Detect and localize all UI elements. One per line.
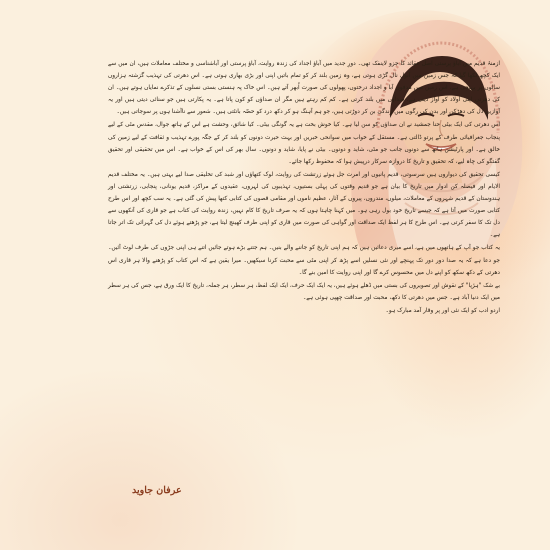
author-signature: عرفان جاوید	[132, 485, 182, 496]
paragraph-5: بے شک "ہرٔپا" کے نقوش اور تصویروں کی بستی میں ڈھلے ہوئے ہیں، یہ ایک ایک حرف، ایک ایک لفظ، ہر سطر، ہر جملہ، تاریخ کا ایک ورق ہے، جس کی ہر سطر میں ایک دنیا آباد ہے۔ جس میں دھرتی کا دکھ، محبت اور صداقت چھپی ہوئی ہے۔	[108, 282, 500, 301]
article-text	[108, 58, 500, 318]
paragraph-3: کیسی تحقیق کی دیواروں ہیں سرسوتی، قدیم پانیوں اور امرت جل ہوئے زرتشت کی روایت، لوک کتھاؤں اور شبد کی تخلیقی صدا لیے بہتی ہیں۔ یہ مختلف قدیم الایام اور فیصلہ کن ادوار میں تاریخ کا بیان ہے جو قدیم وقتوں کی پہلی بستیوں، تہذیبوں کی لہروں، عقیدوں کے مراکز، قدیم یونانی، پنجابی، زرتشتی اور ہندوستان کے قدیم شہروں کے معاملات، میلوں، مندروں، پیروں کے آثار، عظیم ناموں اور مقامی قصوں کی کتابی کتھا پیش کی گئی ہے۔ یہ سب کچھ اور اس طرح کتابی صورت میں آتا ہے کہ جیسے تاریخ خود بول رہی ہو۔ میں کہنا چاہتا ہوں کہ یہ صرف تاریخ کا کام نہیں، زندہ روایت کی کتاب ہے جو قاری کی آنکھوں سے دل تک کا سفر کرتی ہے۔ اس طرح کا ہر لفظ ایک صداقت اور گواہی کی صورت میں قاری کو اپنی طرف کھینچ لیتا ہے، جو پڑھتے ہوئے دل کی گہرائی تک اتر جاتا ہے۔	[108, 171, 500, 239]
paragraph-2: اس دھرتی کی ایک بیٹی حنا جمشید نے ان صداؤں کو سن لیا ہے۔ کیا خوش بخت ہے یہ گونگی بیٹی۔ کیا شائق، وحشت ہے اس کے ہاتھ جوال، مقدس مٹی کے لیے پنجاب جغرافیائی طرف کے پرتو ڈالتی ہے۔ مستقل کے خواب میں سوانحی خبریں اور بہت حیرت دونوں کو بلند کر کے جگہ پورے تہذیب و ثقافت کے لیے زمین کی خالق ہے۔ اور پارٹیشن ہاتھ سے دونوں جانب جو مٹی، شاید و دونوں۔ بیٹی نے پایا، شاید و دونوں۔ سال بھر کی اس کے خواب ہے۔ اس میں تحقیقی اور تحقیق گفتگو کی چاہ لیے، کہ تحقیق و تاریخ کا دروازہ سرکار درپیش ہوا کہ محفوظ رکھا جائے۔	[108, 122, 500, 165]
paragraph-4: یہ کتاب جو آپ کے ہاتھوں میں ہے، اسے میری دعائیں ہیں کہ ہم اپنی تاریخ کو جاننے والے بنیں۔ ہم جتنے بڑے ہوتے جائیں اتنے ہی اپنی جڑوں کی طرف لوٹ آئیں۔ جو دعا ہے کہ یہ صدا دور دور تک پہنچے اور نئی نسلیں اسے پڑھ کر اپنی مٹی سے محبت کرنا سیکھیں۔ میرا یقین ہے کہ اس کتاب کو پڑھنے والا ہر قاری اس دھرتی کے دکھ سکھ کو اپنے دل میں محسوس کرے گا اور اپنی روایت کا امین بنے گا۔	[108, 245, 500, 276]
paragraph-1: ازمنۂ قدیم میں آباؤ پرستی اصل عقائد کا جزو لاینفک تھی۔ دورِ جدید میں آباؤ اجداد کی زندہ روایت، آباؤ پرستی اور آباشناسی و مختلف معاملات ہیں، ان میں سے ایک کچھ لکھا گیا کہ جس زمین میں آنول نال گڑی ہوتی ہے، وہ زمین بلند کر کو تمام باتیں اپنی اور بڑی بھاری ہوتی ہے۔ اس دھرتی کی تہذیب گزشتہ ہزاروں سالوں پر پہنچی ہے، اس زمین میں مدفون آبا و اجداد درختوں، پھولوں کی صورت اُبھر آتے ہیں۔ اس خاک پہ ہنستی بستی نسلوں کے تذکرے نمایاں ہوتے ہیں۔ ان کی دھرتی اپنی اولاد کو آواز دیتی ہے، صداؤں میں بلند کرتی ہے۔ کم کم رہتے ہیں مگر ان صداؤں کو کون پاتا ہے۔ یہ پکارتی ہیں جو سنائی دیتی ہیں اور یہ آوازیں دل کی دھڑکن اور بدن کی رگوں میں زندگی بن کر دوڑتی ہیں، جو ہم آہنگ ہو کر دکھ درد کو حصّہ بانٹتی ہیں۔ شعور سے ناآشنا ہوں پر سوجاتی ہیں۔	[108, 61, 500, 116]
paragraph-6: اردو ادب کو ایک نئی اور پر وقار آمد مبارک ہو۔	[385, 307, 500, 314]
